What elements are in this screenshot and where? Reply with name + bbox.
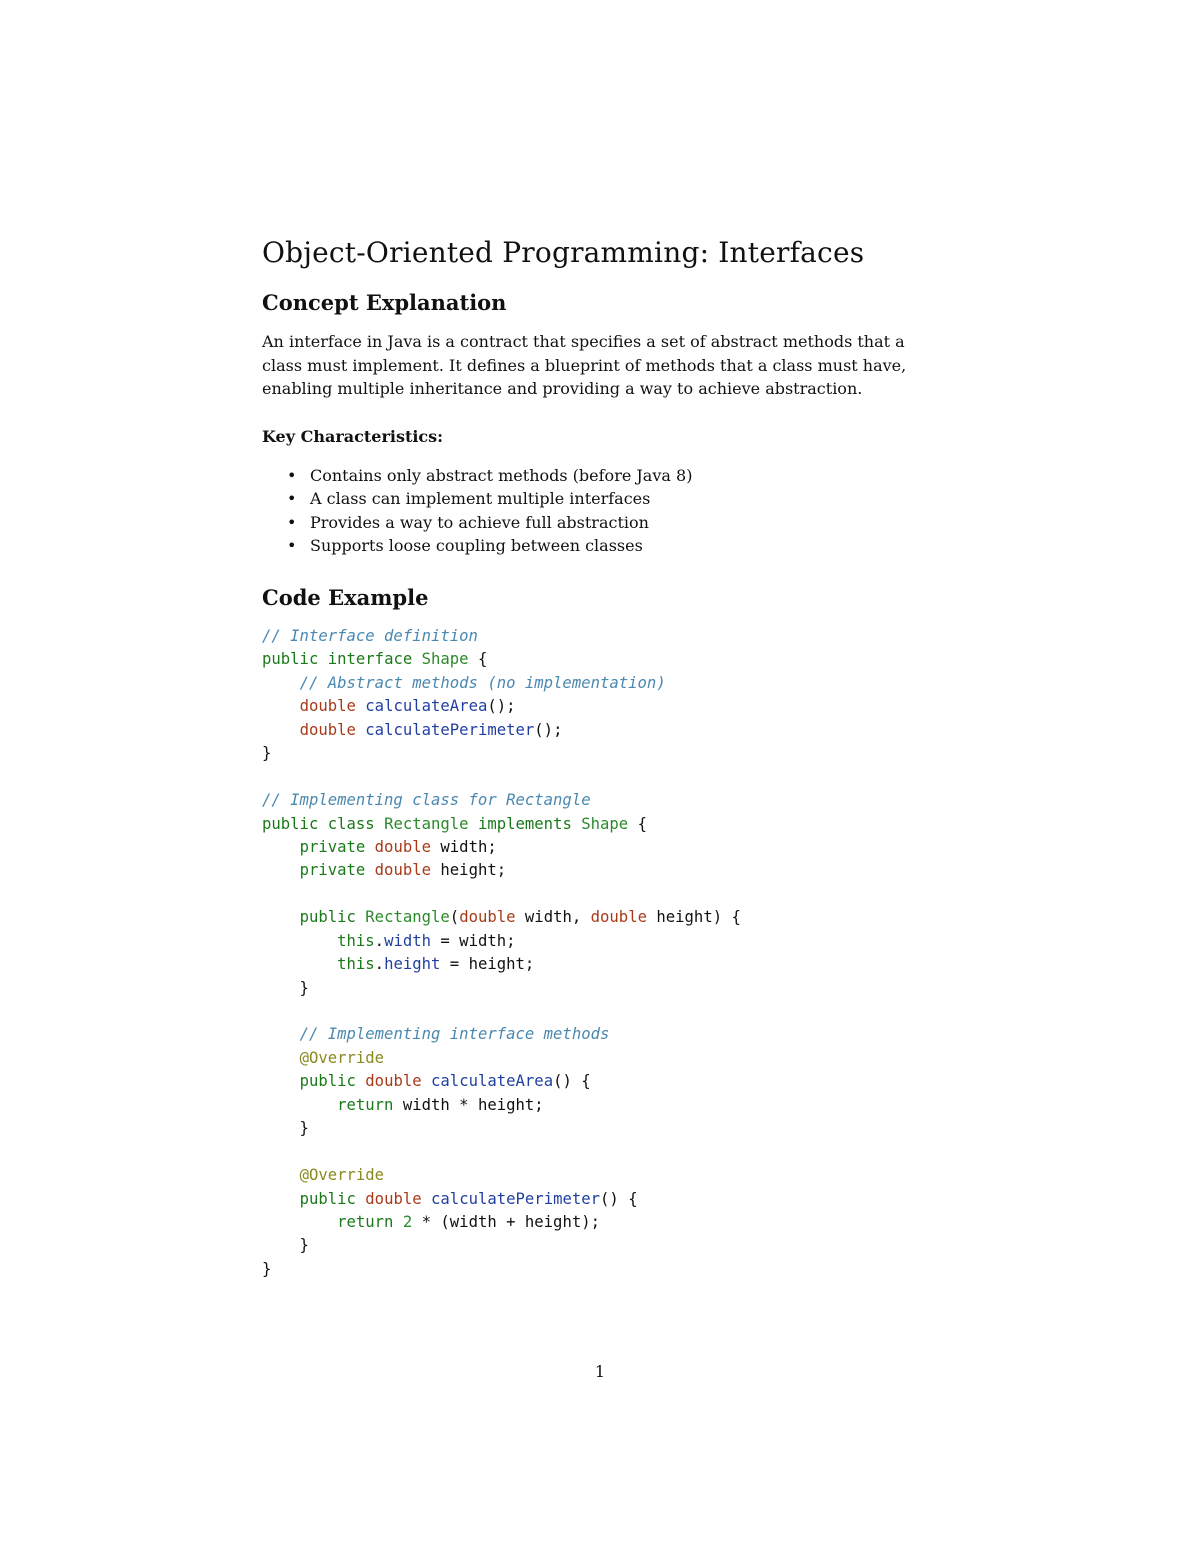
code-token-plain	[318, 650, 327, 668]
concept-heading: Concept Explanation	[262, 290, 507, 315]
paragraph-line: class must implement. It defines a blueprint of methods that a class must have,	[262, 355, 907, 375]
code-token-plain: }	[262, 744, 272, 763]
code-token-type: double	[459, 908, 516, 927]
code-line	[262, 719, 741, 742]
code-token-plain: ();	[487, 697, 516, 716]
code-token-kw: this	[337, 955, 375, 974]
code-token-comment: // Interface definition	[262, 627, 478, 645]
code-token-plain	[469, 815, 478, 833]
code-token-method: calculatePerimeter	[431, 1189, 601, 1208]
code-line	[262, 789, 741, 812]
code-token-ann: @Override	[299, 1166, 385, 1185]
code-token-plain	[572, 815, 581, 833]
code-token-plain	[422, 1072, 431, 1090]
code-line	[262, 742, 741, 765]
code-token-type: double	[374, 861, 432, 880]
code-line	[262, 672, 741, 695]
code-line	[262, 1070, 741, 1093]
code-token-plain	[356, 1190, 365, 1208]
code-token-plain: }	[262, 1119, 309, 1138]
code-line	[262, 1000, 741, 1023]
bullet-icon: •	[287, 489, 297, 509]
code-line	[262, 906, 741, 929]
code-line	[262, 883, 741, 906]
code-token-comment: // Implementing interface methods	[299, 1025, 610, 1044]
code-line	[262, 1164, 741, 1187]
code-line	[262, 695, 741, 718]
code-token-plain	[393, 1213, 402, 1231]
code-token-plain: .	[374, 931, 385, 950]
list-item-text: A class can implement multiple interfaces	[310, 489, 651, 509]
code-token-plain	[356, 721, 365, 739]
code-token-plain: height;	[431, 861, 507, 880]
code-token-plain: width * height;	[393, 1095, 544, 1114]
code-line	[262, 1141, 741, 1164]
code-token-plain	[262, 1049, 300, 1067]
code-token-plain: {	[468, 650, 488, 669]
code-line	[262, 836, 741, 859]
code-token-plain	[262, 697, 300, 715]
code-token-plain	[262, 674, 300, 692]
code-token-plain	[262, 1072, 300, 1090]
code-block	[262, 625, 741, 1281]
code-token-kw: return	[337, 1212, 394, 1231]
code-token-plain	[262, 1190, 300, 1208]
code-token-plain: }	[262, 1259, 272, 1278]
code-line	[262, 1117, 741, 1140]
list-item-text: Supports loose coupling between classes	[310, 535, 643, 555]
code-token-plain: ();	[534, 720, 563, 739]
code-token-type: double	[365, 1072, 422, 1091]
code-line	[262, 930, 741, 953]
code-token-plain	[356, 1072, 365, 1090]
code-line	[262, 1094, 741, 1117]
code-token-plain	[262, 1213, 337, 1231]
list-item	[262, 511, 692, 534]
code-token-plain	[262, 1166, 300, 1184]
code-example-heading: Code Example	[262, 585, 429, 610]
code-token-plain	[262, 861, 300, 879]
code-token-method: calculateArea	[431, 1072, 554, 1091]
code-token-plain	[262, 908, 300, 926]
key-characteristics-heading: Key Characteristics:	[262, 427, 444, 446]
list-item	[262, 487, 692, 510]
list-item-text: Contains only abstract methods (before Java 8)	[310, 466, 693, 485]
key-characteristics-list	[262, 464, 692, 557]
code-token-plain	[365, 838, 374, 856]
code-token-class: Shape	[581, 814, 629, 833]
code-token-type: double	[299, 720, 356, 739]
code-token-class: Rectangle	[384, 814, 469, 833]
code-line	[262, 813, 741, 836]
code-token-plain	[375, 815, 384, 833]
code-line	[262, 1188, 741, 1211]
code-token-plain	[262, 932, 337, 950]
code-line	[262, 859, 741, 882]
code-token-kw: public	[262, 650, 319, 669]
code-token-plain: height) {	[646, 908, 741, 927]
list-item-text: Provides a way to achieve full abstraction	[310, 512, 649, 532]
code-token-plain: = height;	[440, 955, 535, 974]
code-token-plain	[356, 697, 365, 715]
code-line	[262, 1023, 741, 1046]
code-token-plain: width;	[431, 837, 497, 856]
code-token-class: Shape	[421, 650, 469, 669]
code-line	[262, 953, 741, 976]
code-token-plain	[356, 908, 365, 926]
code-token-kw: class	[327, 814, 375, 833]
bullet-icon: •	[287, 466, 297, 485]
code-token-plain: .	[374, 955, 385, 974]
code-token-plain	[422, 1190, 431, 1208]
code-line	[262, 977, 741, 1000]
document-title: Object-Oriented Programming: Interfaces	[262, 236, 865, 269]
code-token-comment: // Implementing class for Rectangle	[262, 791, 591, 810]
code-token-num: 2	[402, 1212, 413, 1231]
code-token-kw: private	[299, 837, 366, 856]
code-token-kw: public	[299, 1072, 356, 1091]
code-token-kw: public	[299, 908, 356, 927]
code-token-kw: implements	[477, 814, 572, 833]
code-line	[262, 625, 741, 648]
bullet-icon: •	[287, 512, 297, 532]
code-token-plain	[262, 955, 337, 973]
code-token-plain	[262, 838, 300, 856]
code-token-plain	[262, 1096, 337, 1114]
code-token-plain: = width;	[431, 931, 516, 950]
code-line	[262, 1211, 741, 1234]
code-token-plain: () {	[553, 1072, 591, 1091]
code-token-plain: (	[449, 908, 460, 927]
code-token-kw: interface	[327, 650, 413, 669]
code-token-field: width	[384, 931, 432, 950]
code-token-plain	[365, 861, 374, 879]
code-line	[262, 766, 741, 789]
code-token-method: calculatePerimeter	[365, 720, 535, 739]
code-token-kw: return	[337, 1095, 394, 1114]
list-item	[262, 534, 692, 557]
code-token-type: double	[365, 1189, 422, 1208]
code-token-comment: // Abstract methods (no implementation)	[299, 673, 666, 692]
concept-paragraph	[262, 330, 952, 401]
code-line	[262, 1234, 741, 1257]
list-item	[262, 464, 692, 487]
code-token-method: calculateArea	[365, 697, 488, 716]
code-token-plain	[262, 1025, 300, 1043]
code-token-kw: private	[299, 861, 366, 880]
code-token-plain: }	[262, 978, 309, 997]
code-token-kw: public	[299, 1189, 356, 1208]
page-number: 1	[594, 1362, 606, 1381]
code-token-field: height	[384, 955, 441, 974]
bullet-icon: •	[287, 535, 297, 555]
code-token-plain: width,	[515, 908, 591, 927]
code-token-kw: this	[337, 931, 375, 950]
code-token-type: double	[299, 697, 356, 716]
code-token-class: Rectangle	[365, 908, 450, 927]
paragraph-line: An interface in Java is a contract that specifies a set of abstract methods that a	[262, 332, 905, 351]
code-line	[262, 1047, 741, 1070]
code-line	[262, 648, 741, 671]
code-token-plain: {	[628, 814, 647, 833]
code-token-plain	[262, 721, 300, 739]
code-token-type: double	[590, 908, 647, 927]
code-token-plain	[412, 650, 421, 668]
code-token-type: double	[374, 837, 432, 856]
code-token-plain: () {	[600, 1189, 638, 1208]
code-line	[262, 1258, 741, 1281]
paragraph-line: enabling multiple inheritance and providing a way to achieve abstraction.	[262, 379, 863, 398]
code-token-plain: }	[262, 1236, 309, 1255]
code-token-kw: public	[262, 814, 319, 833]
code-token-ann: @Override	[299, 1048, 385, 1067]
code-token-plain	[318, 815, 327, 833]
code-token-plain: * (width + height);	[412, 1212, 600, 1231]
